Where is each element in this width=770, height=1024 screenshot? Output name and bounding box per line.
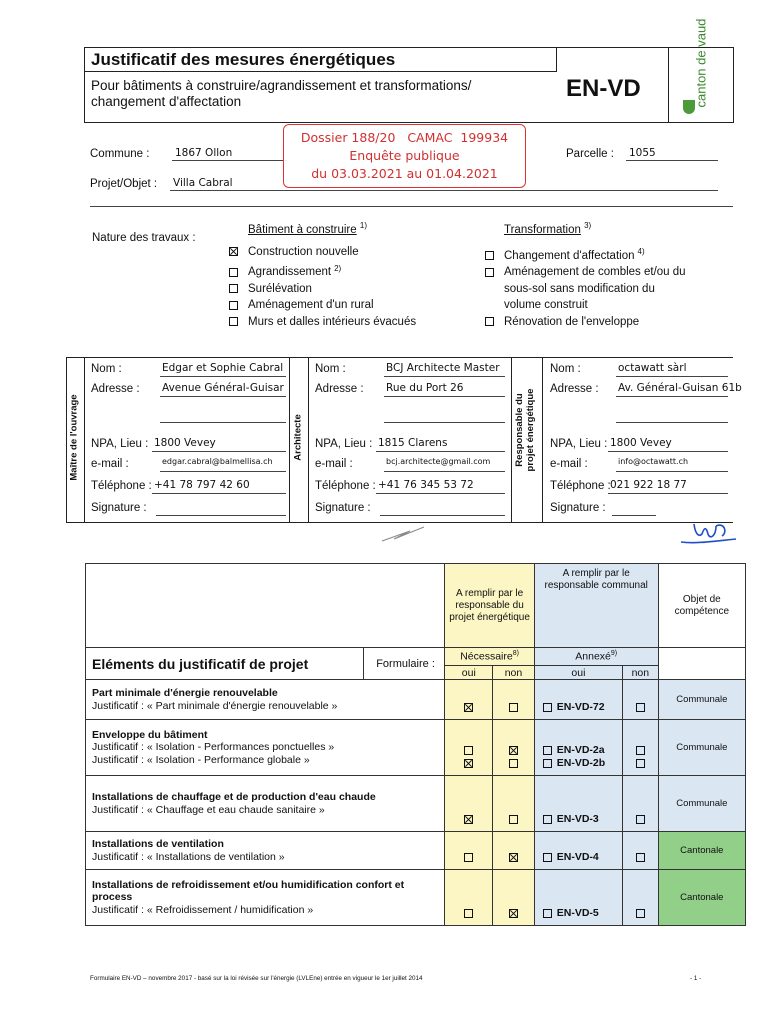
checkbox[interactable] xyxy=(543,909,552,918)
checkbox[interactable] xyxy=(509,759,518,768)
head-responsable xyxy=(445,564,534,648)
checkbox[interactable] xyxy=(229,247,238,256)
col1-item-label: Aménagement d'un rural xyxy=(248,299,374,312)
architect-npa-label: NPA, Lieu : xyxy=(315,438,373,450)
energy-npa-field[interactable] xyxy=(608,437,728,452)
energy-email-label: e-mail : xyxy=(550,458,588,470)
projet-label: Projet/Objet : xyxy=(90,178,158,190)
necessaire-non-cell xyxy=(493,776,535,832)
parcelle-field[interactable] xyxy=(626,146,718,161)
energy-blank-field[interactable] xyxy=(616,408,728,423)
annexe-non-cell xyxy=(623,832,659,870)
energy-signature-field[interactable] xyxy=(612,501,656,516)
row-description xyxy=(86,832,445,870)
col1-item-sup: 2) xyxy=(334,263,342,273)
architect-npa-field[interactable] xyxy=(376,437,505,452)
owner-nom-field[interactable] xyxy=(160,362,286,377)
col1-item-label: Murs et dalles intérieurs évacués xyxy=(248,315,417,328)
elements-title-cell xyxy=(86,648,364,680)
logo-text: canton de vaud xyxy=(693,18,709,108)
checkbox[interactable] xyxy=(509,703,518,712)
head-responsable-text: A remplir par le responsable du projet énergétique xyxy=(449,587,530,623)
checkbox[interactable] xyxy=(464,815,473,824)
checkbox[interactable] xyxy=(509,909,518,918)
annexe-non-cell xyxy=(623,870,659,926)
owner-email-field[interactable] xyxy=(160,457,286,472)
owner-signature-field[interactable] xyxy=(156,501,286,516)
col2-item xyxy=(485,281,686,298)
form-code-label: EN-VD-72 xyxy=(556,701,605,713)
signature-scribble-architect xyxy=(380,525,430,545)
enquete-stamp xyxy=(283,124,526,188)
annexe-oui-cell xyxy=(534,776,622,832)
competence-cell: Cantonale xyxy=(658,870,745,926)
col1-item xyxy=(229,244,416,261)
col2-item-label: Changement d'affectation xyxy=(504,249,635,262)
owner-signature-label: Signature : xyxy=(91,502,147,514)
owner-tel-value: +41 78 797 42 60 xyxy=(154,479,250,491)
col1-item-label: Agrandissement xyxy=(248,266,332,279)
necessaire-label: Nécessaire xyxy=(460,650,513,663)
row-justificatif-line: Justificatif : « Isolation - Performances ponctuelles » xyxy=(92,741,335,754)
energy-tel-value: 021 922 18 77 xyxy=(610,479,687,491)
checkbox[interactable] xyxy=(464,909,473,918)
architect-nom-value: BCJ Architecte Master xyxy=(386,362,500,374)
checkbox[interactable] xyxy=(485,251,494,260)
checkbox[interactable] xyxy=(543,746,552,755)
parcelle-label: Parcelle : xyxy=(566,148,614,160)
non-head-1: non xyxy=(493,666,535,680)
necessaire-non-cell xyxy=(493,832,535,870)
annexe-sup: 9) xyxy=(610,650,618,658)
owner-adresse-field[interactable] xyxy=(160,382,286,397)
annexe-oui-cell xyxy=(534,720,622,776)
row-justificatif-line: Justificatif : « Part minimale d'énergie renouvelable » xyxy=(92,699,338,712)
form-code-label: EN-VD-5 xyxy=(556,907,599,919)
necessaire-oui-cell xyxy=(445,832,493,870)
necessaire-oui-cell xyxy=(445,720,493,776)
form-code-label: EN-VD-4 xyxy=(556,851,599,863)
separator-line xyxy=(90,206,733,207)
row-justificatif-line: Justificatif : « Installations de ventilation » xyxy=(92,850,285,863)
form-code: EN-VD xyxy=(566,75,641,102)
col2-item xyxy=(485,297,686,314)
footer-text: Formulaire EN-VD – novembre 2017 - basé sur la loi révisée sur l'énergie (LVLEne) entrée en vigueur le 1er juillet 2014 xyxy=(90,975,423,982)
architect-nom-label: Nom : xyxy=(315,363,346,375)
checkbox[interactable] xyxy=(229,317,238,326)
architect-adresse-label: Adresse : xyxy=(315,383,364,395)
owner-npa-label: NPA, Lieu : xyxy=(91,438,149,450)
annexe-oui-cell xyxy=(534,680,622,720)
col2-item-label: sous-sol sans modification du xyxy=(504,282,655,295)
energy-email-value: info@octawatt.ch xyxy=(618,457,689,466)
owner-adresse-label: Adresse : xyxy=(91,383,140,395)
checkbox[interactable] xyxy=(636,703,645,712)
competence-cell: Communale xyxy=(658,680,745,720)
energy-nom-label: Nom : xyxy=(550,363,581,375)
necessaire-non-cell xyxy=(493,720,535,776)
col2-item xyxy=(485,314,686,331)
form-code-label: EN-VD-2a xyxy=(556,744,605,756)
header-box xyxy=(84,18,734,123)
owner-tel-label: Téléphone : xyxy=(91,480,152,492)
row-title: Installations de chauffage et de production d'eau chaude xyxy=(92,791,376,803)
nature-col1-title xyxy=(248,221,367,236)
energy-adresse-label: Adresse : xyxy=(550,383,599,395)
nature-col2-title xyxy=(504,221,591,236)
energy-nom-field[interactable] xyxy=(616,362,728,377)
stamp-line-2: Enquête publique xyxy=(349,148,460,163)
architect-signature-label: Signature : xyxy=(315,502,371,514)
necessaire-sup: 8) xyxy=(512,650,519,658)
table-row xyxy=(86,870,746,926)
architect-email-value: bcj.architecte@gmail.com xyxy=(386,457,491,466)
table-row xyxy=(86,680,746,720)
row-title: Installations de ventilation xyxy=(92,838,224,850)
col1-item xyxy=(229,297,416,314)
architect-email-field[interactable] xyxy=(384,457,505,472)
row-title: Installations de refroidissement et/ou humidification confort et process xyxy=(92,878,405,904)
nature-label: Nature des travaux : xyxy=(92,232,196,244)
checkbox[interactable] xyxy=(543,759,552,768)
form-title: Justificatif des mesures énergétiques xyxy=(91,50,396,69)
checkbox[interactable] xyxy=(509,853,518,862)
row-description xyxy=(86,720,445,776)
head-communal xyxy=(534,564,658,648)
necessaire-oui-cell xyxy=(445,776,493,832)
checkbox[interactable] xyxy=(509,815,518,824)
projet-value: Villa Cabral xyxy=(173,177,233,189)
row-justificatif-line: Justificatif : « Isolation - Performance globale » xyxy=(92,753,310,766)
competence-cell: Communale xyxy=(658,720,745,776)
oui-head-2: oui xyxy=(534,666,622,680)
commune-label: Commune : xyxy=(90,148,150,160)
col1-item-label: Construction nouvelle xyxy=(248,246,359,258)
col2-item-label: Rénovation de l'enveloppe xyxy=(504,315,640,328)
table-row xyxy=(86,720,746,776)
row-description xyxy=(86,680,445,720)
necessaire-cell xyxy=(445,648,534,666)
row-description xyxy=(86,870,445,926)
table-row xyxy=(86,776,746,832)
form-subtitle: Pour bâtiments à construire/agrandissement et transformations/ changement d'affectation xyxy=(91,78,472,109)
checkbox[interactable] xyxy=(636,909,645,918)
annexe-oui-cell xyxy=(534,870,622,926)
competence-cell: Cantonale xyxy=(658,832,745,870)
table-head-row xyxy=(86,564,746,648)
oui-head-1: oui xyxy=(445,666,493,680)
owner-nom-label: Nom : xyxy=(91,363,122,375)
checkbox[interactable] xyxy=(543,815,552,824)
page-number: - 1 - xyxy=(690,975,702,982)
annexe-non-cell xyxy=(623,680,659,720)
checkbox[interactable] xyxy=(229,284,238,293)
architect-tel-value: +41 76 345 53 72 xyxy=(378,479,474,491)
formulaire-label: Formulaire : xyxy=(376,657,435,670)
checkbox[interactable] xyxy=(485,268,494,277)
owner-adresse-value: Avenue Général-Guisar xyxy=(162,382,284,394)
architect-adresse-value: Rue du Port 26 xyxy=(386,382,464,394)
row-title: Part minimale d'énergie renouvelable xyxy=(92,687,278,699)
non-head-2: non xyxy=(623,666,659,680)
checkbox[interactable] xyxy=(229,268,238,277)
architect-nom-field[interactable] xyxy=(384,362,505,377)
annexe-non-cell xyxy=(623,720,659,776)
commune-field[interactable] xyxy=(172,146,287,161)
blank-objet-cell xyxy=(658,648,745,680)
row-description xyxy=(86,776,445,832)
nature-col1-list xyxy=(229,244,416,330)
energy-adresse-value: Av. Général-Guisan 61b xyxy=(618,382,742,394)
head-objet xyxy=(658,564,745,648)
owner-blank-field[interactable] xyxy=(160,408,286,423)
head-objet-text: Objet de compétence xyxy=(674,593,730,617)
energy-tel-label: Téléphone : xyxy=(550,480,611,492)
side-architect-label: Architecte xyxy=(292,414,304,461)
annexe-cell xyxy=(534,648,658,666)
checkbox[interactable] xyxy=(543,853,552,862)
nature-col1-sup: 1) xyxy=(359,221,367,230)
owner-npa-value: 1800 Vevey xyxy=(154,437,216,449)
row-justificatif-line: Justificatif : « Chauffage et eau chaude sanitaire » xyxy=(92,803,325,816)
architect-adresse-field[interactable] xyxy=(384,382,505,397)
checkbox[interactable] xyxy=(509,746,518,755)
row-justificatif-line: Justificatif : « Refroidissement / humidification » xyxy=(92,903,314,916)
table-subhead-row xyxy=(86,648,746,666)
table-blank-head xyxy=(86,564,445,648)
row-title: Enveloppe du bâtiment xyxy=(92,728,208,741)
elements-table xyxy=(85,563,746,926)
energy-npa-label: NPA, Lieu : xyxy=(550,438,608,450)
annexe-label: Annexé xyxy=(575,650,611,663)
architect-tel-label: Téléphone : xyxy=(315,480,376,492)
energy-email-field[interactable] xyxy=(616,457,728,472)
checkbox[interactable] xyxy=(485,317,494,326)
commune-value: 1867 Ollon xyxy=(175,147,233,159)
checkbox[interactable] xyxy=(636,815,645,824)
checkbox[interactable] xyxy=(636,746,645,755)
col1-item-label: Surélévation xyxy=(248,282,312,295)
table-row xyxy=(86,832,746,870)
header-title-cell xyxy=(85,48,557,72)
head-communal-text: A remplir par le responsable communal xyxy=(544,568,648,591)
form-code-cell xyxy=(557,48,669,122)
nature-col2-list xyxy=(485,244,686,330)
energy-signature-label: Signature : xyxy=(550,502,606,514)
necessaire-oui-cell xyxy=(445,680,493,720)
checkbox[interactable] xyxy=(464,746,473,755)
form-code-label: EN-VD-3 xyxy=(556,813,599,825)
canton-logo xyxy=(679,18,719,118)
owner-npa-field[interactable] xyxy=(152,437,286,452)
checkbox[interactable] xyxy=(464,759,473,768)
architect-npa-value: 1815 Clarens xyxy=(378,437,448,449)
stamp-line-1: Dossier 188/20 CAMAC 199934 xyxy=(300,130,509,145)
energy-adresse-field[interactable] xyxy=(616,382,742,397)
checkbox[interactable] xyxy=(464,853,473,862)
checkbox[interactable] xyxy=(464,703,473,712)
col2-item-label: Aménagement de combles et/ou du xyxy=(504,266,686,279)
energy-npa-value: 1800 Vevey xyxy=(610,437,672,449)
necessaire-oui-cell xyxy=(445,870,493,926)
owner-tel-field[interactable] xyxy=(152,479,286,494)
competence-cell: Communale xyxy=(658,776,745,832)
elements-title: Eléments du justificatif de projet xyxy=(92,655,309,672)
nature-col2-sup: 3) xyxy=(584,221,592,230)
energy-tel-field[interactable] xyxy=(608,479,728,494)
annexe-non-cell xyxy=(623,776,659,832)
col2-item-label: volume construit xyxy=(504,299,588,312)
annexe-oui-cell xyxy=(534,832,622,870)
col1-item xyxy=(229,281,416,298)
form-code-label: EN-VD-2b xyxy=(556,757,606,769)
architect-tel-field[interactable] xyxy=(376,479,505,494)
energy-nom-value: octawatt sàrl xyxy=(618,362,687,374)
signature-mark-energy xyxy=(676,514,742,550)
necessaire-non-cell xyxy=(493,680,535,720)
owner-email-value: edgar.cabral@balmellisa.ch xyxy=(162,457,273,466)
side-energy-label: Responsable du projet énergétique xyxy=(514,388,536,472)
nature-col1-title-text: Bâtiment à construire xyxy=(248,223,357,236)
formulaire-cell xyxy=(364,648,445,680)
checkbox[interactable] xyxy=(543,703,552,712)
necessaire-non-cell xyxy=(493,870,535,926)
col1-item xyxy=(229,261,416,281)
side-owner-label: Maître de l'ouvrage xyxy=(68,394,80,481)
owner-nom-value: Edgar et Sophie Cabral xyxy=(162,362,284,374)
owner-email-label: e-mail : xyxy=(91,458,129,470)
checkbox[interactable] xyxy=(229,301,238,310)
checkbox[interactable] xyxy=(636,853,645,862)
architect-blank-field[interactable] xyxy=(384,408,505,423)
col1-item xyxy=(229,314,416,331)
col2-item-sup: 4) xyxy=(637,247,645,256)
parcelle-value: 1055 xyxy=(629,147,656,159)
checkbox[interactable] xyxy=(636,759,645,768)
nature-col2-title-text: Transformation xyxy=(504,223,581,236)
stamp-line-3: du 03.03.2021 au 01.04.2021 xyxy=(311,166,498,181)
architect-signature-field[interactable] xyxy=(380,501,505,516)
architect-email-label: e-mail : xyxy=(315,458,353,470)
col2-item xyxy=(485,264,686,281)
col2-item xyxy=(485,244,686,264)
